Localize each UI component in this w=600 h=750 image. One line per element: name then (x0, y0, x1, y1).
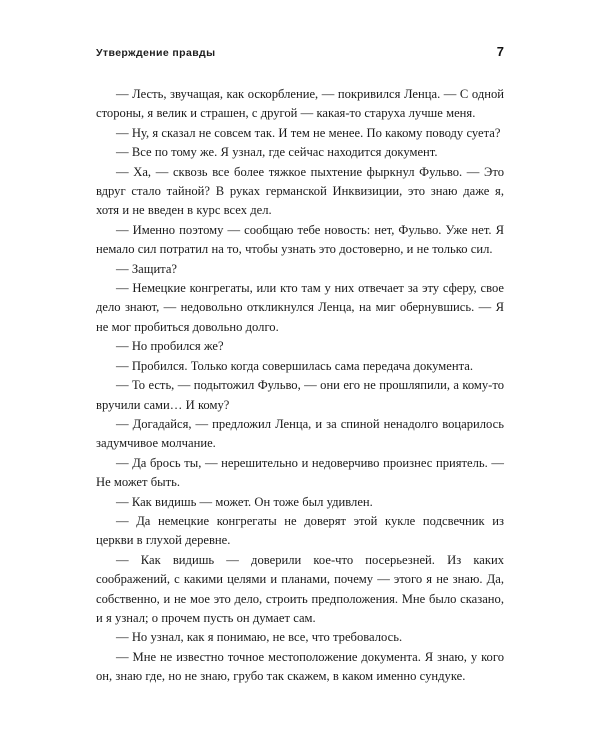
paragraph: — Да брось ты, — нерешительно и недоверчиво произнес приятель. — Не может быть. (96, 455, 504, 490)
paragraph: — Как видишь — доверили кое-что посерьезней. Из каких соображений, с какими целями и планами, почему — этого я не знаю. Да, собственно, и не мое это дело, строить предположения. Мне было сказано, и я узнал; о прочем пусть он думает сам. (96, 552, 504, 625)
paragraph: — Пробился. Только когда совершилась сама передача документа. (116, 358, 474, 373)
paragraph: — Ну, я сказал не совсем так. И тем не менее. По какому поводу суета? (116, 125, 501, 140)
body-text (96, 85, 504, 687)
paragraph: — Да немецкие конгрегаты не доверят этой кукле подсвечник из церкви в глухой деревне. (96, 513, 504, 548)
running-title: Утверждение правды (96, 47, 216, 59)
paragraph: — Все по тому же. Я узнал, где сейчас находится документ. (116, 145, 438, 160)
paragraph: — Именно поэтому — сообщаю тебе новость: нет, Фульво. Уже нет. Я немало сил потратил на то, чтобы узнать это достоверно, и не только сил. (96, 222, 504, 257)
paragraph: — Но узнал, как я понимаю, не все, что требовалось. (116, 630, 403, 645)
page-header (96, 44, 504, 59)
paragraph: — Немецкие конгрегаты, или кто там у них отвечает за эту сферу, свое дело знают, — недовольно откликнулся Ленца, на миг обернувшись. — Я не мог пробиться довольно долго. (96, 281, 504, 334)
paragraph: — Лесть, звучащая, как оскорбление, — покривился Ленца. — С одной стороны, я велик и страшен, с другой — какая-то старуха лучше меня. (96, 87, 504, 121)
paragraph: — Догадайся, — предложил Ленца, и за спиной ненадолго воцарилось задумчивое молчание. (96, 416, 504, 451)
paragraph: — То есть, — подытожил Фульво, — они его не прошляпили, а кому-то вручили сами… И кому? (96, 378, 504, 412)
paragraph: — Как видишь — может. Он тоже был удивлен. (116, 494, 373, 509)
paragraph: — Защита? (116, 261, 178, 276)
paragraph: — Мне не известно точное местоположение документа. Я знаю, у кого он, знаю где, но не знаю, грубо так скажем, в каком именно сундуке. (96, 649, 504, 684)
paragraph: — Но пробился же? (116, 339, 224, 354)
paragraph: — Ха, — сквозь все более тяжкое пыхтение фыркнул Фульво. — Это вдруг стало тайной? В руках германской Инквизиции, это знаю даже я, хотя и не введен в курс всех дел. (96, 164, 504, 218)
page-number: 7 (496, 44, 504, 59)
